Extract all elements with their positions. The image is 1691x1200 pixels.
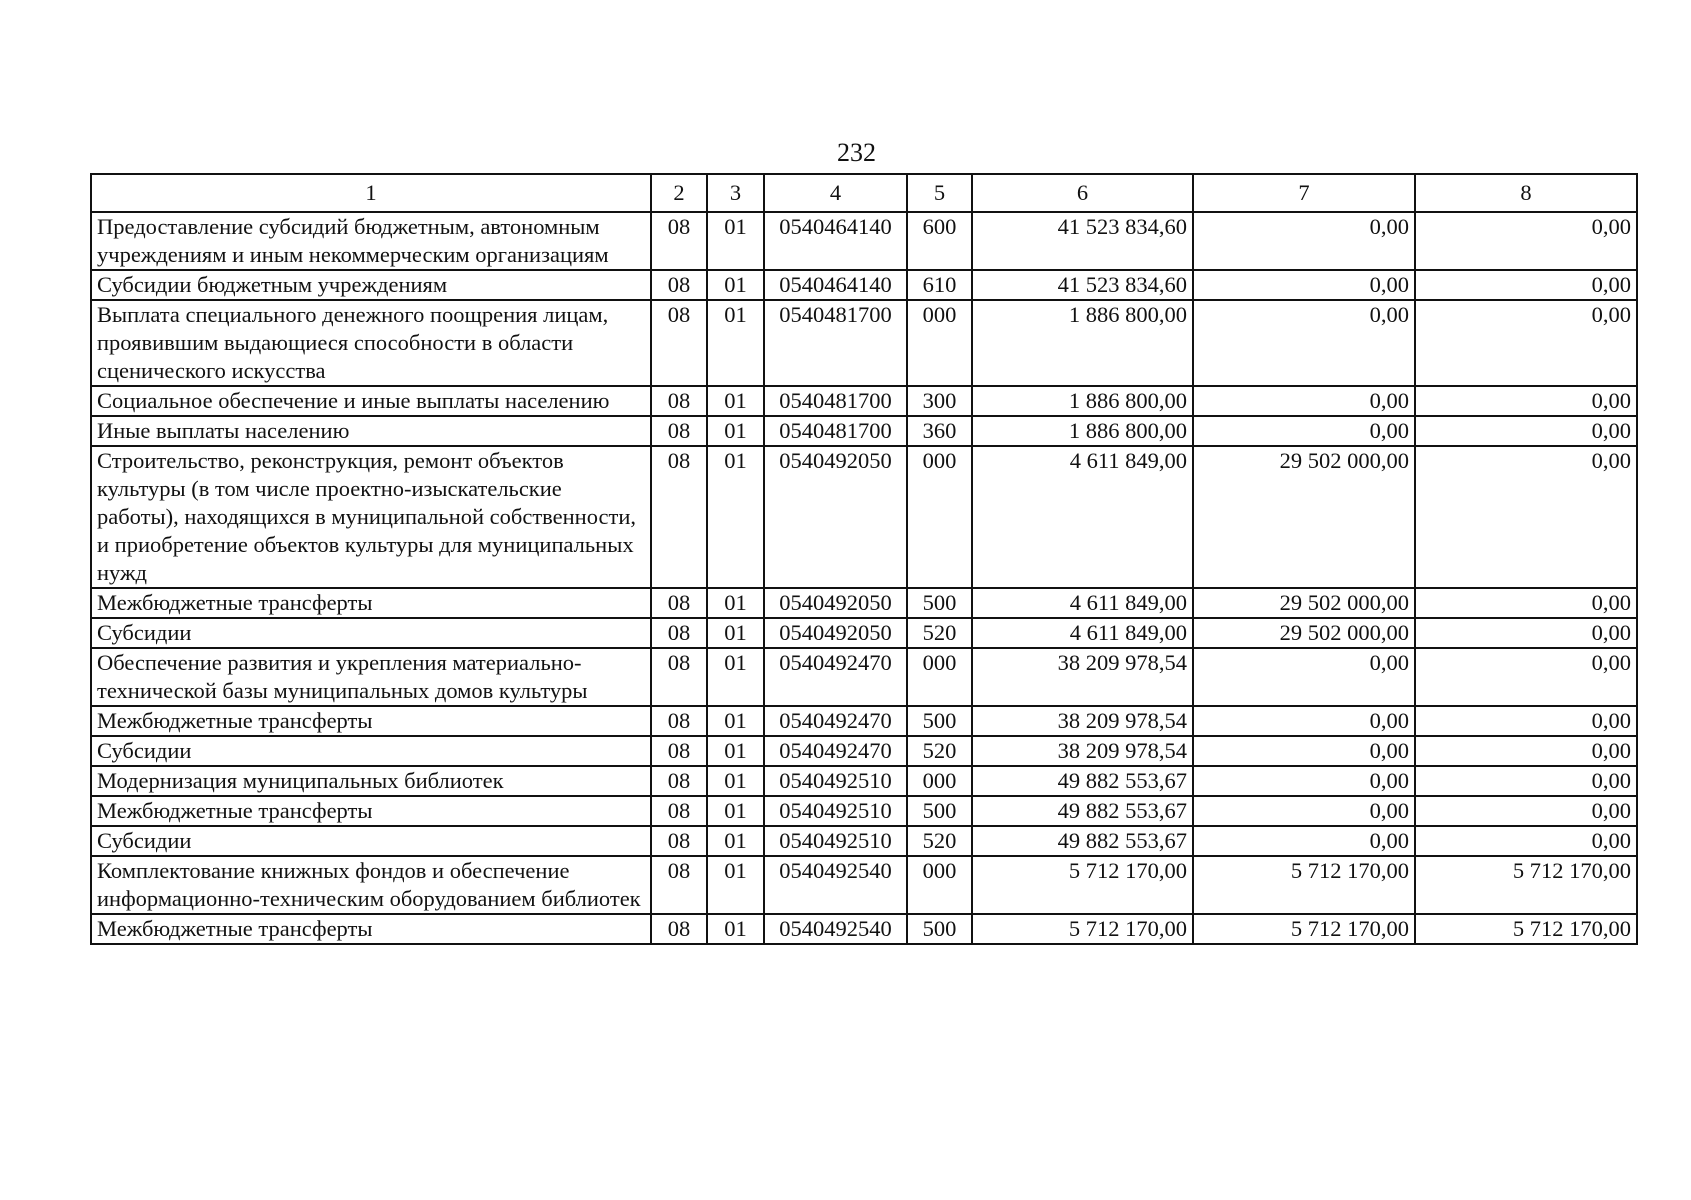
amount-year3-cell: 0,00	[1415, 386, 1637, 416]
amount-year1-cell: 5 712 170,00	[972, 856, 1193, 914]
amount-year2-cell: 0,00	[1193, 212, 1415, 270]
target-article-cell: 0540492050	[764, 618, 907, 648]
amount-year3-cell: 0,00	[1415, 618, 1637, 648]
amount-year3-cell: 0,00	[1415, 588, 1637, 618]
amount-year3-cell: 0,00	[1415, 796, 1637, 826]
column-header: 8	[1415, 174, 1637, 212]
row-name-cell: Межбюджетные трансферты	[91, 706, 651, 736]
row-name-cell: Субсидии бюджетным учреждениям	[91, 270, 651, 300]
column-header: 4	[764, 174, 907, 212]
table-body	[91, 212, 1637, 944]
section-code-cell: 08	[651, 856, 707, 914]
amount-year1-cell: 38 209 978,54	[972, 736, 1193, 766]
amount-year1-cell: 41 523 834,60	[972, 270, 1193, 300]
subsection-code-cell: 01	[707, 386, 764, 416]
table-row	[91, 386, 1637, 416]
amount-year1-cell: 4 611 849,00	[972, 446, 1193, 588]
amount-year3-cell: 0,00	[1415, 648, 1637, 706]
amount-year3-cell: 0,00	[1415, 766, 1637, 796]
subsection-code-cell: 01	[707, 856, 764, 914]
target-article-cell: 0540492540	[764, 914, 907, 944]
row-name-cell: Комплектование книжных фондов и обеспечение информационно-техническим оборудованием библиотек	[91, 856, 651, 914]
amount-year1-cell: 1 886 800,00	[972, 386, 1193, 416]
expense-type-cell: 000	[907, 766, 972, 796]
amount-year3-cell: 5 712 170,00	[1415, 914, 1637, 944]
subsection-code-cell: 01	[707, 416, 764, 446]
row-name-cell: Выплата специального денежного поощрения лицам, проявившим выдающиеся способности в области сценического искусства	[91, 300, 651, 386]
amount-year3-cell: 0,00	[1415, 706, 1637, 736]
row-name-cell: Межбюджетные трансферты	[91, 796, 651, 826]
expense-type-cell: 000	[907, 856, 972, 914]
column-header: 2	[651, 174, 707, 212]
row-name-cell: Межбюджетные трансферты	[91, 914, 651, 944]
expense-type-cell: 000	[907, 446, 972, 588]
expense-type-cell: 610	[907, 270, 972, 300]
expense-type-cell: 360	[907, 416, 972, 446]
column-header: 1	[91, 174, 651, 212]
amount-year1-cell: 38 209 978,54	[972, 706, 1193, 736]
table-row	[91, 270, 1637, 300]
amount-year2-cell: 0,00	[1193, 706, 1415, 736]
table-row	[91, 826, 1637, 856]
subsection-code-cell: 01	[707, 588, 764, 618]
subsection-code-cell: 01	[707, 618, 764, 648]
amount-year2-cell: 29 502 000,00	[1193, 446, 1415, 588]
expense-type-cell: 300	[907, 386, 972, 416]
subsection-code-cell: 01	[707, 766, 764, 796]
row-name-cell: Иные выплаты населению	[91, 416, 651, 446]
amount-year3-cell: 0,00	[1415, 212, 1637, 270]
header-row	[91, 174, 1637, 212]
amount-year2-cell: 0,00	[1193, 416, 1415, 446]
table-row	[91, 446, 1637, 588]
column-header: 6	[972, 174, 1193, 212]
row-name-cell: Обеспечение развития и укрепления материально-технической базы муниципальных домов культуры	[91, 648, 651, 706]
target-article-cell: 0540464140	[764, 212, 907, 270]
expense-type-cell: 500	[907, 706, 972, 736]
target-article-cell: 0540492540	[764, 856, 907, 914]
amount-year2-cell: 0,00	[1193, 796, 1415, 826]
row-name-cell: Строительство, реконструкция, ремонт объектов культуры (в том числе проектно-изыскательские работы), находящихся в муниципальной собственности, и приобретение объектов культуры для муниципальных нужд	[91, 446, 651, 588]
expense-type-cell: 000	[907, 300, 972, 386]
table-row	[91, 736, 1637, 766]
amount-year2-cell: 0,00	[1193, 648, 1415, 706]
amount-year1-cell: 41 523 834,60	[972, 212, 1193, 270]
table-row	[91, 766, 1637, 796]
table-row	[91, 796, 1637, 826]
table-row	[91, 856, 1637, 914]
amount-year2-cell: 29 502 000,00	[1193, 588, 1415, 618]
section-code-cell: 08	[651, 212, 707, 270]
section-code-cell: 08	[651, 446, 707, 588]
target-article-cell: 0540492470	[764, 648, 907, 706]
budget-table	[90, 173, 1638, 945]
target-article-cell: 0540464140	[764, 270, 907, 300]
table-row	[91, 300, 1637, 386]
amount-year1-cell: 49 882 553,67	[972, 766, 1193, 796]
amount-year3-cell: 5 712 170,00	[1415, 856, 1637, 914]
amount-year1-cell: 38 209 978,54	[972, 648, 1193, 706]
section-code-cell: 08	[651, 416, 707, 446]
expense-type-cell: 500	[907, 914, 972, 944]
subsection-code-cell: 01	[707, 706, 764, 736]
amount-year1-cell: 49 882 553,67	[972, 826, 1193, 856]
subsection-code-cell: 01	[707, 648, 764, 706]
table-row	[91, 648, 1637, 706]
section-code-cell: 08	[651, 648, 707, 706]
amount-year3-cell: 0,00	[1415, 300, 1637, 386]
section-code-cell: 08	[651, 300, 707, 386]
column-header: 5	[907, 174, 972, 212]
page-number: 232	[837, 138, 876, 167]
expense-type-cell: 000	[907, 648, 972, 706]
target-article-cell: 0540481700	[764, 386, 907, 416]
row-name-cell: Субсидии	[91, 618, 651, 648]
amount-year2-cell: 5 712 170,00	[1193, 914, 1415, 944]
table-row	[91, 618, 1637, 648]
amount-year2-cell: 0,00	[1193, 300, 1415, 386]
subsection-code-cell: 01	[707, 300, 764, 386]
expense-type-cell: 500	[907, 588, 972, 618]
table-row	[91, 212, 1637, 270]
expense-type-cell: 520	[907, 736, 972, 766]
amount-year1-cell: 1 886 800,00	[972, 416, 1193, 446]
row-name-cell: Модернизация муниципальных библиотек	[91, 766, 651, 796]
target-article-cell: 0540492510	[764, 766, 907, 796]
section-code-cell: 08	[651, 386, 707, 416]
table-row	[91, 416, 1637, 446]
amount-year1-cell: 49 882 553,67	[972, 796, 1193, 826]
subsection-code-cell: 01	[707, 270, 764, 300]
subsection-code-cell: 01	[707, 446, 764, 588]
section-code-cell: 08	[651, 826, 707, 856]
row-name-cell: Субсидии	[91, 826, 651, 856]
amount-year1-cell: 4 611 849,00	[972, 618, 1193, 648]
row-name-cell: Предоставление субсидий бюджетным, автономным учреждениям и иным некоммерческим организациям	[91, 212, 651, 270]
section-code-cell: 08	[651, 588, 707, 618]
table-row	[91, 706, 1637, 736]
expense-type-cell: 600	[907, 212, 972, 270]
target-article-cell: 0540481700	[764, 416, 907, 446]
amount-year3-cell: 0,00	[1415, 416, 1637, 446]
target-article-cell: 0540492510	[764, 826, 907, 856]
row-name-cell: Субсидии	[91, 736, 651, 766]
section-code-cell: 08	[651, 914, 707, 944]
target-article-cell: 0540481700	[764, 300, 907, 386]
target-article-cell: 0540492050	[764, 446, 907, 588]
section-code-cell: 08	[651, 706, 707, 736]
subsection-code-cell: 01	[707, 212, 764, 270]
target-article-cell: 0540492470	[764, 706, 907, 736]
section-code-cell: 08	[651, 270, 707, 300]
target-article-cell: 0540492050	[764, 588, 907, 618]
table-row	[91, 588, 1637, 618]
column-header: 7	[1193, 174, 1415, 212]
expense-type-cell: 500	[907, 796, 972, 826]
amount-year3-cell: 0,00	[1415, 736, 1637, 766]
amount-year2-cell: 0,00	[1193, 270, 1415, 300]
target-article-cell: 0540492470	[764, 736, 907, 766]
amount-year2-cell: 5 712 170,00	[1193, 856, 1415, 914]
amount-year3-cell: 0,00	[1415, 446, 1637, 588]
row-name-cell: Межбюджетные трансферты	[91, 588, 651, 618]
subsection-code-cell: 01	[707, 796, 764, 826]
column-header: 3	[707, 174, 764, 212]
amount-year3-cell: 0,00	[1415, 270, 1637, 300]
section-code-cell: 08	[651, 618, 707, 648]
subsection-code-cell: 01	[707, 914, 764, 944]
subsection-code-cell: 01	[707, 826, 764, 856]
section-code-cell: 08	[651, 766, 707, 796]
amount-year2-cell: 0,00	[1193, 736, 1415, 766]
expense-type-cell: 520	[907, 618, 972, 648]
amount-year1-cell: 1 886 800,00	[972, 300, 1193, 386]
section-code-cell: 08	[651, 736, 707, 766]
amount-year2-cell: 29 502 000,00	[1193, 618, 1415, 648]
amount-year2-cell: 0,00	[1193, 826, 1415, 856]
amount-year1-cell: 5 712 170,00	[972, 914, 1193, 944]
table-row	[91, 914, 1637, 944]
row-name-cell: Социальное обеспечение и иные выплаты населению	[91, 386, 651, 416]
amount-year2-cell: 0,00	[1193, 766, 1415, 796]
section-code-cell: 08	[651, 796, 707, 826]
target-article-cell: 0540492510	[764, 796, 907, 826]
amount-year1-cell: 4 611 849,00	[972, 588, 1193, 618]
amount-year3-cell: 0,00	[1415, 826, 1637, 856]
subsection-code-cell: 01	[707, 736, 764, 766]
expense-type-cell: 520	[907, 826, 972, 856]
amount-year2-cell: 0,00	[1193, 386, 1415, 416]
